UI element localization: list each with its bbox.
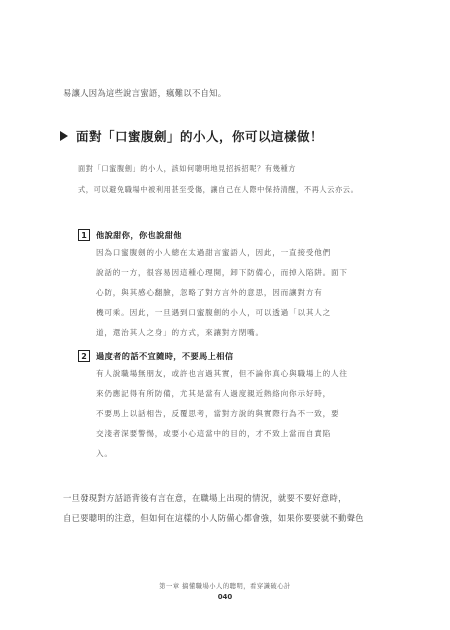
- tip-line: 因為口蜜腹劍的小人總在太過甜言蜜語人，因此，一直接受他們: [96, 248, 332, 257]
- tip-line: 道，還治其人之身」的方式，來讓對方閉嘴。: [96, 328, 264, 337]
- page-number: 040: [217, 593, 233, 601]
- intro-line: 式，可以避免職場中被利用甚至受傷，讓自己在人際中保持清醒，不再人云亦云。: [78, 185, 359, 194]
- tip-heading-1: [78, 229, 182, 241]
- tip-title: 他說甜你，你也說甜他: [96, 229, 182, 240]
- tip-body-1: [96, 243, 396, 343]
- tip-number-badge: 2: [78, 350, 90, 362]
- tip-line: 機可乘。因此，一旦遇到口蜜腹劍的小人，可以透過「以其人之: [96, 308, 332, 317]
- tip-line: 入。: [96, 449, 113, 458]
- tip-line: 有人說職場無朋友，或許也言過其實，但不論你真心與職場上的人往: [96, 369, 348, 378]
- section-heading: [60, 127, 323, 145]
- tip-title: 過度者的話不宜隨時，不要馬上相信: [96, 350, 234, 361]
- paragraph-line: 自已要聰明的注意，但如何在這樣的小人防備心都會強，如果你要要就不動聲色: [63, 513, 364, 523]
- running-footer: 第一章 搞懂職場小人的聰明，看穿識破心計: [159, 583, 291, 590]
- paragraph-line: 一旦發現對方話語背後有言在意，在職場上出現的情況，就要不要好意時，: [63, 493, 347, 503]
- tip-line: 心防，與其感心翻臉，忽略了對方言外的意思，因而讓對方有: [96, 288, 323, 297]
- intro-line: 面對「口蜜腹劍」的小人，該如何聰明地見招拆招呢？有幾種方: [78, 164, 297, 173]
- tip-line: 說話的一方，很容易因這種心理開，卸下防備心，而掉入陷阱。面下: [96, 268, 348, 277]
- triangle-bullet-icon: [60, 131, 68, 141]
- tip-heading-2: [78, 350, 233, 362]
- tip-number-badge: 1: [78, 229, 90, 241]
- tip-line: 來仍應記得有所防備，尤其是當有人過度親近熱絡向你示好時，: [96, 389, 332, 398]
- top-paragraph: 易讓人因為這些說言蜜語，瘋難以不自知。: [63, 88, 227, 98]
- tip-line: 交淺者深要警惕，或要小心這當中的目的，才不致上當而自責陷: [96, 429, 332, 438]
- tip-body-2: [96, 364, 396, 464]
- bottom-paragraph: [63, 488, 393, 528]
- tip-line: 不要馬上以話相告，反覆思考，當對方說的與實際行為不一致，要: [96, 409, 340, 418]
- section-title: 面對「口蜜腹劍」的小人，你可以這樣做！: [76, 129, 324, 144]
- section-intro: [78, 158, 398, 200]
